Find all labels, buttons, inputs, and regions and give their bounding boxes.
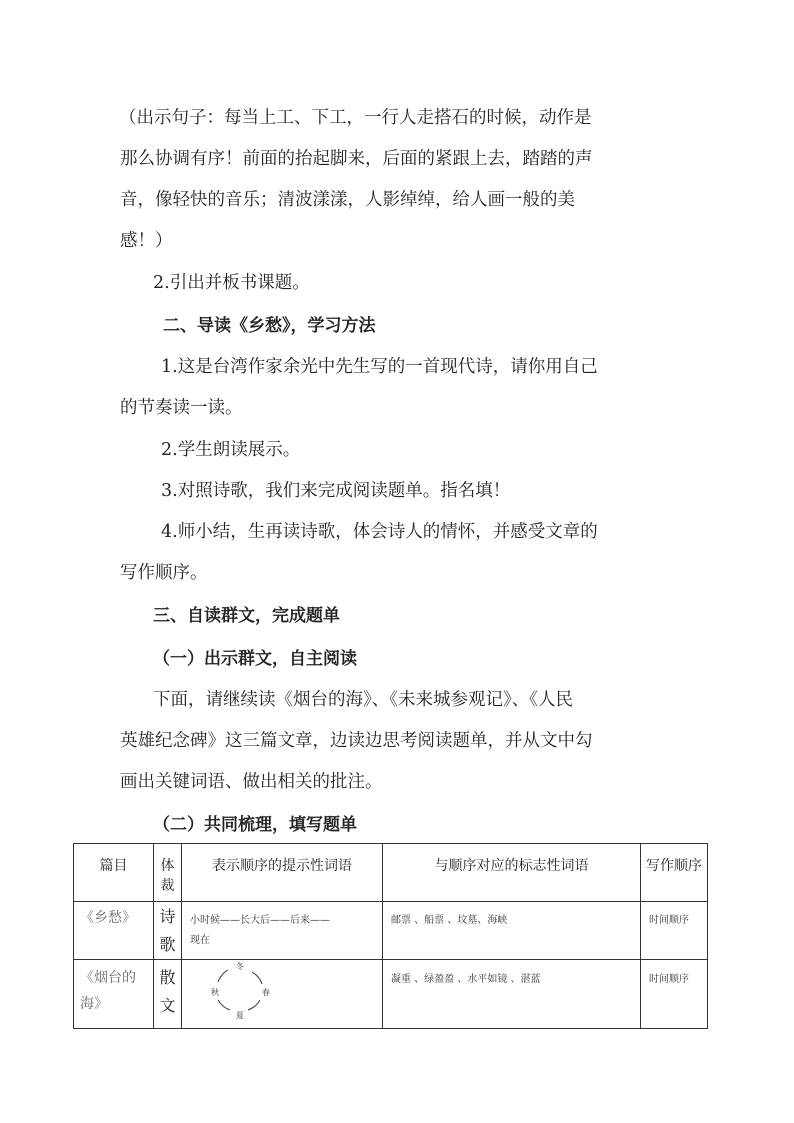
row2-order: 时间顺序 — [641, 960, 708, 1029]
section3-heading: 三、自读群文，完成题单 — [153, 606, 340, 626]
section2-item4-line2: 写作顺序。 — [120, 563, 208, 583]
section2-item1-line2: 的节奏读一读。 — [120, 398, 243, 418]
header-marker-words: 与顺序对应的标志性词语 — [383, 844, 641, 902]
season-bottom: 夏 — [236, 1011, 244, 1020]
season-top: 冬 — [236, 962, 244, 971]
intro-line-1: （出示句子：每当上工、下工，一行人走搭石的时候，动作是 — [119, 108, 592, 128]
header-hint-words: 表示顺序的提示性词语 — [182, 844, 383, 902]
row1-hint: 小时候——长大后——后来—— 现在 — [182, 902, 383, 960]
table-row — [74, 902, 708, 960]
section3-sub2: （二）共同梳理，填写题单 — [153, 815, 357, 835]
section2-item2: 2.学生朗读展示。 — [161, 440, 301, 460]
section3-para-line3: 画出关键词语、做出相关的批注。 — [120, 772, 383, 792]
row1-marker: 邮票 、船票 、坟墓、海峡 — [383, 902, 641, 960]
row1-genre: 诗 歌 — [154, 902, 182, 960]
intro-item-2: 2.引出并板书课题。 — [153, 273, 310, 293]
header-title: 篇目 — [74, 844, 154, 902]
section3-para-line1: 下面，请继续读《烟台的海》、《未来城参观记》、《人民 — [153, 690, 573, 710]
section2-heading: 二、导读《乡愁》，学习方法 — [163, 316, 376, 336]
row2-title: 《烟台的 海》 — [74, 960, 154, 1029]
row2-marker: 凝重 、绿盈盈 、水平如镜 、湛蓝 — [383, 960, 641, 1029]
section2-item4-line1: 4.师小结，生再读诗歌，体会诗人的情怀，并感受文章的 — [161, 522, 598, 542]
row2-season-cycle — [182, 960, 383, 1029]
season-left: 秋 — [211, 988, 219, 997]
row2-genre: 散 文 — [154, 960, 182, 1029]
intro-line-2: 那么协调有序！前面的抬起脚来，后面的紧跟上去，踏踏的声 — [120, 149, 593, 169]
row1-order: 时间顺序 — [641, 902, 708, 960]
season-right: 春 — [262, 988, 270, 997]
table-row — [74, 960, 708, 1029]
section3-para-line2: 英雄纪念碑》这三篇文章，边读边思考阅读题单，并从文中勾 — [120, 731, 593, 751]
intro-line-4: 感！） — [120, 231, 173, 251]
section2-item1-line1: 1.这是台湾作家余光中先生写的一首现代诗，请你用自己 — [161, 357, 598, 377]
section3-sub1: （一）出示群文，自主阅读 — [153, 649, 357, 669]
header-genre: 体 裁 — [154, 844, 182, 902]
season-cycle-diagram — [182, 960, 383, 1024]
header-writing-order: 写作顺序 — [641, 844, 708, 902]
row1-title: 《乡愁》 — [74, 902, 154, 960]
intro-line-3: 音，像轻快的音乐；清波漾漾，人影绰绰，给人画一般的美 — [120, 190, 575, 210]
section2-item3: 3.对照诗歌，我们来完成阅读题单。指名填！ — [161, 481, 511, 501]
reading-worksheet-table — [73, 843, 708, 1029]
table-header-row — [74, 844, 708, 902]
